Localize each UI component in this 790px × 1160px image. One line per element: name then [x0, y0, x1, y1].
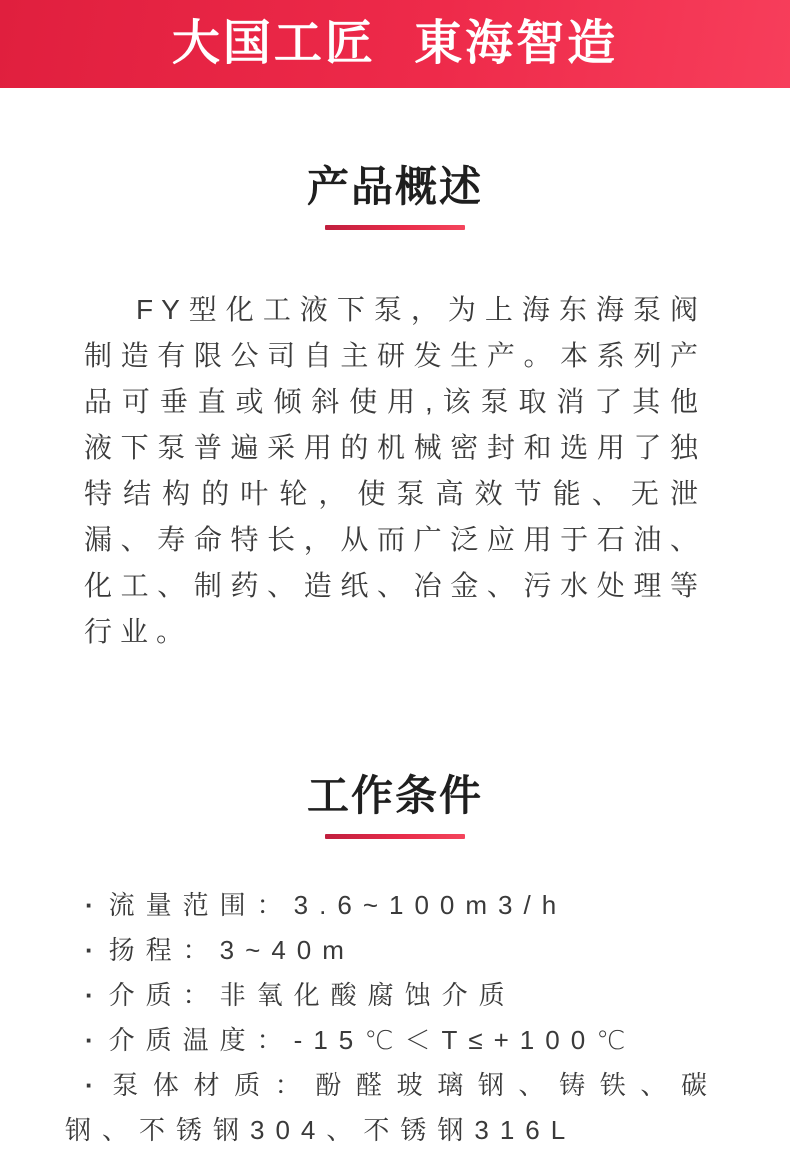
spec-item-text: 扬程：3~40m [108, 935, 355, 966]
section-product-overview [0, 164, 790, 655]
bullet-dot-icon: · [85, 980, 94, 1011]
spec-item-text: 泵体材质：酚醛玻璃钢、铸铁、碳钢、不锈钢304、不锈钢316L [65, 1070, 718, 1146]
spec-item-text: 介质温度：-15℃＜T≤+100℃ [108, 1025, 637, 1056]
conditions-section-title: 工作条件 [306, 772, 483, 820]
spec-list [65, 883, 718, 1153]
spec-item-text: 流量范围：3.6~100m3/h [108, 890, 568, 921]
conditions-title-underline [325, 834, 465, 839]
overview-paragraph: FY型化工液下泵，为上海东海泵阀制造有限公司自主研发生产。本系列产品可垂直或倾斜使用,该泵取消了其他液下泵普遍采用的机械密封和选用了独特结构的叶轮，使泵高效节能、无泄漏、寿命特长，从而广泛应用于石油、化工、制药、造纸、冶金、污水处理等行业。 [84, 294, 706, 648]
spec-item-medium-temperature [65, 1018, 718, 1063]
spec-item-medium [65, 973, 718, 1018]
bullet-dot-icon: · [85, 935, 94, 966]
section-working-conditions [0, 773, 790, 1153]
spec-item-head [65, 928, 718, 973]
bullet-dot-icon: · [85, 1070, 94, 1101]
spec-item-pump-body-material [65, 1063, 718, 1153]
spec-item-text: 介质：非氧化酸腐蚀介质 [108, 980, 516, 1011]
overview-section-title: 产品概述 [306, 163, 483, 210]
banner-title: 大国工匠 東海智造 [171, 17, 619, 70]
header-banner [0, 0, 790, 88]
overview-title-underline [325, 225, 465, 230]
bullet-dot-icon: · [85, 1025, 94, 1056]
bullet-dot-icon: · [85, 890, 94, 921]
spec-item-flow-range [65, 883, 718, 928]
